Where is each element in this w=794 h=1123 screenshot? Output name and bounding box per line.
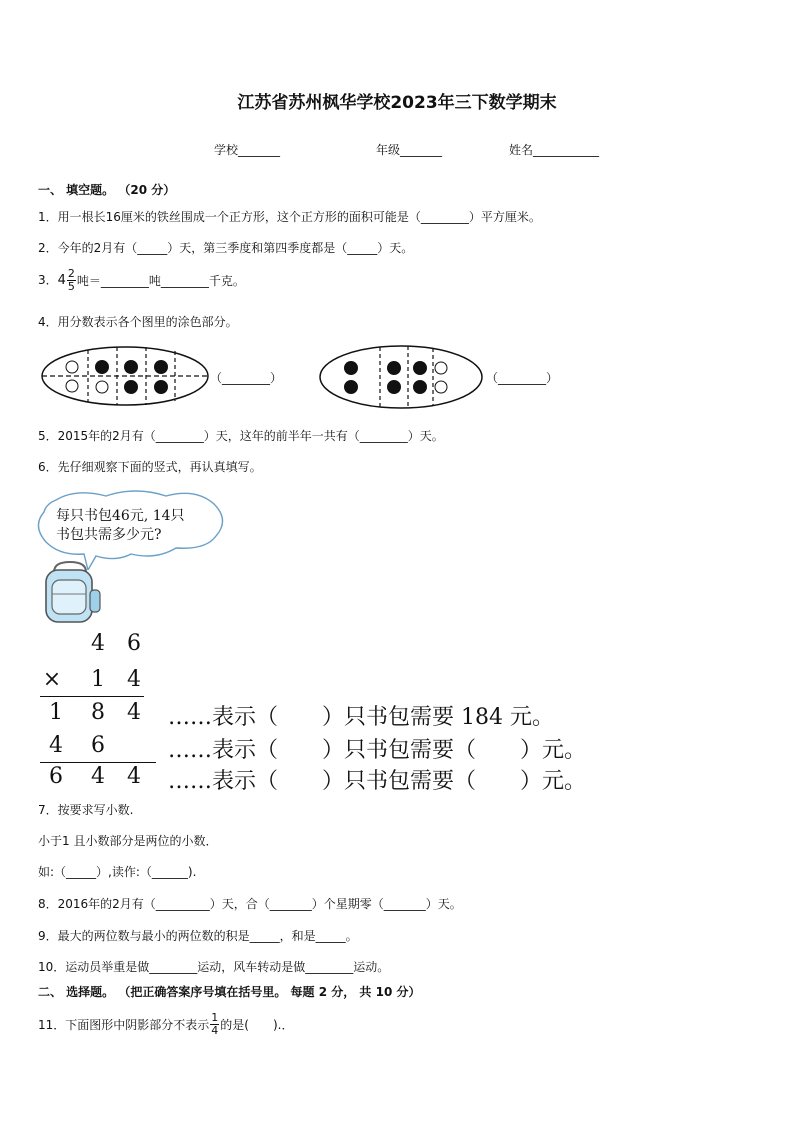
question-1: 1．用一根长16厘米的铁丝围成一个正方形，这个正方形的面积可能是（________）平方厘米。 — [38, 210, 541, 224]
question-8: 8．2016年的2月有（_________）天，合（_______）个星期零（_______）天。 — [38, 897, 462, 911]
question-7: 7．按要求写小数. — [38, 803, 134, 817]
fraction-denominator: 4 — [211, 1024, 219, 1037]
question-9: 9．最大的两位数与最小的两位数的积是_____，和是_____。 — [38, 929, 358, 943]
grade-field: 年级_______ — [376, 143, 443, 157]
section-choice: 二、 选择题。 （把正确答案序号填在括号里。 每题 2 分， 共 10 分） — [38, 985, 421, 999]
question-11 — [38, 1012, 293, 1037]
fraction-denominator: 5 — [67, 280, 75, 293]
question-11-text: 11．下面图形中阴影部分不表示 — [38, 1018, 210, 1032]
answer-blank-right: （________） — [486, 371, 559, 385]
oval-figure-right — [318, 344, 484, 410]
note-line-2: ……表示（ ）只书包需要（ ）元。 — [168, 738, 587, 763]
row3-digit-ones: 4 — [127, 700, 141, 725]
divider-line-1 — [40, 696, 144, 697]
row5-digit-tens: 4 — [91, 764, 105, 789]
question-7-subtext: 小于1 且小数部分是两位的小数． — [38, 834, 218, 848]
row3-digit-tens: 8 — [91, 700, 105, 725]
question-11-suffix: 的是( ). — [220, 1018, 282, 1032]
question-7-example: 如:（_____）,读作:（______). — [38, 865, 197, 879]
page-title: 江苏省苏州枫华学校2023年三下数学期末 — [237, 93, 557, 113]
times-sign: × — [42, 667, 62, 692]
fraction-numerator: 1 — [211, 1011, 219, 1024]
question-10: 10．运动员举重是做________运动，风车转动是做________运动。 — [38, 960, 390, 974]
fraction-1-4 — [210, 1012, 219, 1037]
question-3-number: 3． — [38, 273, 58, 287]
divider-line-2 — [40, 762, 156, 763]
row4-digit-hundreds: 4 — [49, 733, 63, 758]
section-fill-in: 一、 填空题。 （20 分） — [38, 183, 176, 197]
note-line-1: ……表示（ ）只书包需要 184 元。 — [168, 705, 554, 730]
note-line-3: ……表示（ ）只书包需要（ ）元。 — [168, 769, 587, 794]
oval-figure-left — [40, 344, 210, 408]
question-3 — [38, 268, 245, 293]
row1-digit-ones: 6 — [127, 631, 141, 656]
question-6: 6．先仔细观察下面的竖式，再认真填写。 — [38, 460, 262, 474]
question-3-text: 吨＝________吨________千克。 — [76, 274, 245, 288]
row5-digit-ones: 4 — [127, 764, 141, 789]
row1-digit-tens: 4 — [91, 631, 105, 656]
question-5: 5．2015年的2月有（________）天，这年的前半年一共有（________）天。 — [38, 429, 444, 443]
bubble-line-2: 书包共需多少元? — [56, 527, 162, 543]
question-4: 4．用分数表示各个图里的涂色部分。 — [38, 315, 238, 329]
row4-digit-tens: 6 — [91, 733, 105, 758]
mixed-whole: 4 — [57, 273, 66, 288]
fraction-2-5 — [67, 268, 76, 293]
question-2: 2．今年的2月有（_____）天，第三季度和第四季度都是（_____）天。 — [38, 241, 414, 255]
row2-digit-ones: 4 — [127, 667, 141, 692]
fraction-numerator: 2 — [67, 267, 75, 280]
name-field: 姓名___________ — [509, 143, 600, 157]
row2-digit-tens: 1 — [91, 667, 105, 692]
answer-blank-left: （________） — [210, 371, 283, 385]
row5-digit-hundreds: 6 — [49, 764, 63, 789]
question-11-period: ． — [281, 1018, 294, 1032]
row3-digit-hundreds: 1 — [49, 700, 63, 725]
bubble-line-1: 每只书包46元, 14只 — [56, 508, 185, 524]
backpack-icon — [40, 560, 104, 624]
school-field: 学校_______ — [214, 143, 281, 157]
